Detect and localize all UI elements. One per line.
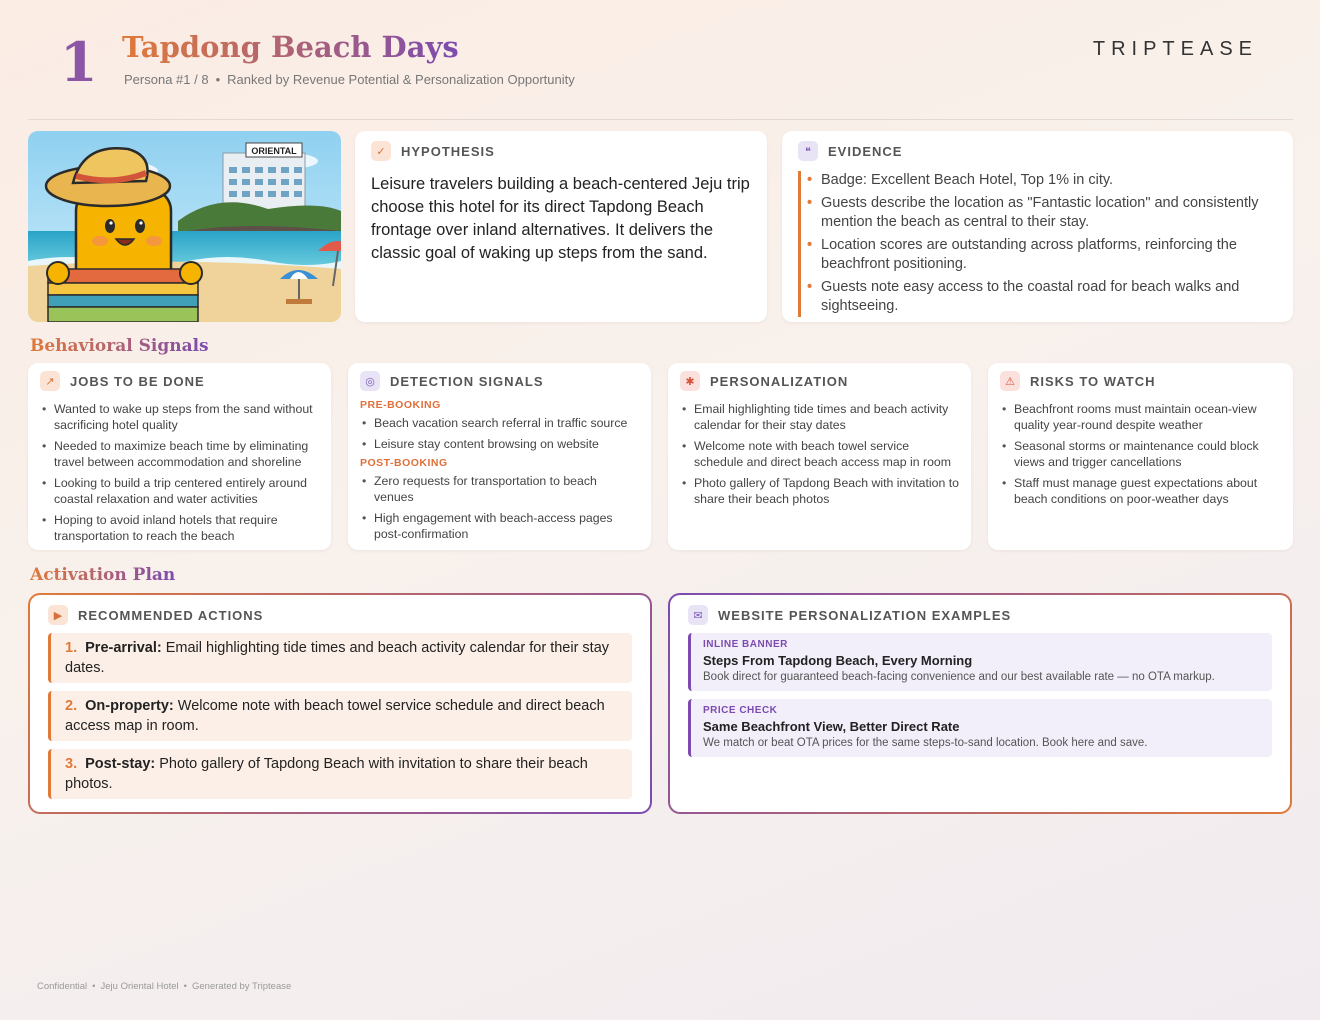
actions-label: RECOMMENDED ACTIONS — [78, 607, 264, 623]
risks-item: • Seasonal storms or maintenance could block views and trigger cancellations — [1014, 438, 1281, 470]
detection-signals-card — [348, 363, 651, 550]
sparkle-icon: ✱ — [680, 371, 700, 391]
post-booking-label: POST-BOOKING — [360, 457, 448, 469]
jobs-to-be-done-card — [28, 363, 331, 550]
example-type: PRICE CHECK — [703, 705, 778, 716]
action-text: Welcome note with beach towel service schedule and direct beach access map in room. — [65, 698, 605, 734]
pre-booking-item: • Leisure stay content browsing on website — [374, 436, 639, 452]
evidence-card — [782, 131, 1293, 322]
warning-icon: ⚠ — [1000, 371, 1020, 391]
evidence-item: • Location scores are outstanding across platforms, reinforcing the beachfront positioning. — [821, 236, 1277, 275]
recommended-actions-panel — [28, 593, 652, 814]
footer-hotel: Jeju Oriental Hotel — [100, 981, 179, 992]
personalization-card — [668, 363, 971, 550]
target-icon: ◎ — [360, 371, 380, 391]
evidence-item: • Guests note easy access to the coastal road for beach walks and sightseeing. — [821, 278, 1277, 317]
jobs-header — [40, 371, 319, 391]
envelope-icon: ✉ — [688, 605, 708, 625]
pre-booking-item: • Beach vacation search referral in traffic source — [374, 415, 639, 431]
pre-booking-label: PRE-BOOKING — [360, 399, 441, 411]
post-booking-item: • High engagement with beach-access pages post-confirmation — [374, 510, 639, 542]
separator-dot: • — [183, 981, 187, 992]
risks-label: RISKS TO WATCH — [1030, 373, 1156, 389]
action-lead: Post-stay: — [85, 756, 156, 772]
evidence-item: • Guests describe the location as "Fantastic location" and consistently mention the beach as central to their stay. — [821, 194, 1277, 233]
brand-logo: TRIPTEASE — [1092, 38, 1258, 60]
risks-header — [1000, 371, 1281, 391]
risks-item: • Staff must manage guest expectations about beach conditions on poor-weather days — [1014, 475, 1281, 507]
separator-dot: • — [92, 981, 96, 992]
personalization-label: PERSONALIZATION — [710, 373, 849, 389]
example-body: We match or beat OTA prices for the same steps-to-sand location. Book here and save. — [703, 737, 1148, 749]
action-text: Photo gallery of Tapdong Beach with invitation to share their beach photos. — [65, 756, 588, 792]
page-header — [0, 0, 1320, 120]
evidence-list — [798, 171, 1277, 317]
evidence-header — [798, 141, 1277, 161]
example-item — [688, 699, 1272, 757]
evidence-label: EVIDENCE — [828, 143, 903, 159]
post-booking-list — [360, 473, 639, 542]
website-examples-panel — [668, 593, 1292, 814]
hypothesis-label: HYPOTHESIS — [401, 143, 495, 159]
footer-confidential: Confidential — [37, 981, 88, 992]
example-type: INLINE BANNER — [703, 639, 788, 650]
action-number: 2. — [65, 698, 78, 714]
hypothesis-header — [371, 141, 751, 161]
example-title: Same Beachfront View, Better Direct Rate — [703, 719, 960, 734]
footer-generated: Generated by Triptease — [191, 981, 292, 992]
page-subtitle — [124, 72, 575, 87]
page-footer — [37, 981, 291, 992]
examples-label: WEBSITE PERSONALIZATION EXAMPLES — [718, 607, 1012, 623]
personalization-list — [680, 401, 959, 507]
evidence-item: • Badge: Excellent Beach Hotel, Top 1% in city. — [821, 171, 1277, 191]
pre-booking-list — [360, 415, 639, 452]
ranking-text: Ranked by Revenue Potential & Personalization Opportunity — [227, 72, 575, 87]
example-item — [688, 633, 1272, 691]
persona-number: 1 — [60, 30, 98, 94]
hypothesis-card — [355, 131, 767, 322]
action-lead: On-property: — [85, 698, 174, 714]
jobs-item: • Looking to build a trip centered entirely around coastal relaxation and water activities — [54, 475, 319, 507]
jobs-item: • Hoping to avoid inland hotels that require transportation to reach the beach — [54, 512, 319, 544]
example-title: Steps From Tapdong Beach, Every Morning — [703, 653, 973, 668]
play-icon: ▶ — [48, 605, 68, 625]
page-title: Tapdong Beach Days — [122, 30, 459, 64]
separator-dot: • — [215, 72, 221, 87]
action-number: 1. — [65, 640, 78, 656]
action-text: Email highlighting tide times and beach activity calendar for their stay dates. — [65, 640, 610, 676]
personalization-item: • Photo gallery of Tapdong Beach with invitation to share their beach photos — [694, 475, 959, 507]
hotel-sign: ORIENTAL — [251, 146, 297, 156]
behavioral-signals-title: Behavioral Signals — [30, 336, 209, 356]
risks-item: • Beachfront rooms must maintain ocean-view quality year-round despite weather — [1014, 401, 1281, 433]
action-item — [48, 749, 632, 799]
personalization-header — [680, 371, 959, 391]
activation-plan-title: Activation Plan — [30, 565, 176, 585]
beach-mascot-illustration — [28, 131, 341, 322]
jobs-item: • Wanted to wake up steps from the sand without sacrificing hotel quality — [54, 401, 319, 433]
risks-card — [988, 363, 1293, 550]
check-icon: ✓ — [371, 141, 391, 161]
jobs-label: JOBS TO BE DONE — [70, 373, 205, 389]
actions-header — [48, 605, 632, 625]
detection-label: DETECTION SIGNALS — [390, 373, 544, 389]
action-number: 3. — [65, 756, 78, 772]
examples-list — [688, 633, 1272, 757]
risks-list — [1000, 401, 1281, 507]
post-booking-item: • Zero requests for transportation to beach venues — [374, 473, 639, 505]
action-lead: Pre-arrival: — [85, 640, 162, 656]
trend-arrow-icon: ↗ — [40, 371, 60, 391]
detection-header — [360, 371, 639, 391]
persona-index: Persona #1 / 8 — [124, 72, 209, 87]
examples-header — [688, 605, 1272, 625]
header-divider — [28, 119, 1293, 120]
action-item — [48, 633, 632, 683]
actions-list — [48, 633, 632, 799]
quote-icon: ❝ — [798, 141, 818, 161]
jobs-item: • Needed to maximize beach time by eliminating travel between accommodation and shoreline — [54, 438, 319, 470]
personalization-item: • Welcome note with beach towel service schedule and direct beach access map in room — [694, 438, 959, 470]
jobs-list — [40, 401, 319, 544]
action-item — [48, 691, 632, 741]
personalization-item: • Email highlighting tide times and beach activity calendar for their stay dates — [694, 401, 959, 433]
hypothesis-text: Leisure travelers building a beach-centered Jeju trip choose this hotel for its direct Tapdong Beach frontage over inland alternatives. It delivers the classic goal of waking up steps from the sand. — [371, 175, 750, 262]
persona-illustration — [28, 131, 341, 322]
example-body: Book direct for guaranteed beach-facing convenience and our best available rate — no OTA markup. — [703, 671, 1215, 683]
